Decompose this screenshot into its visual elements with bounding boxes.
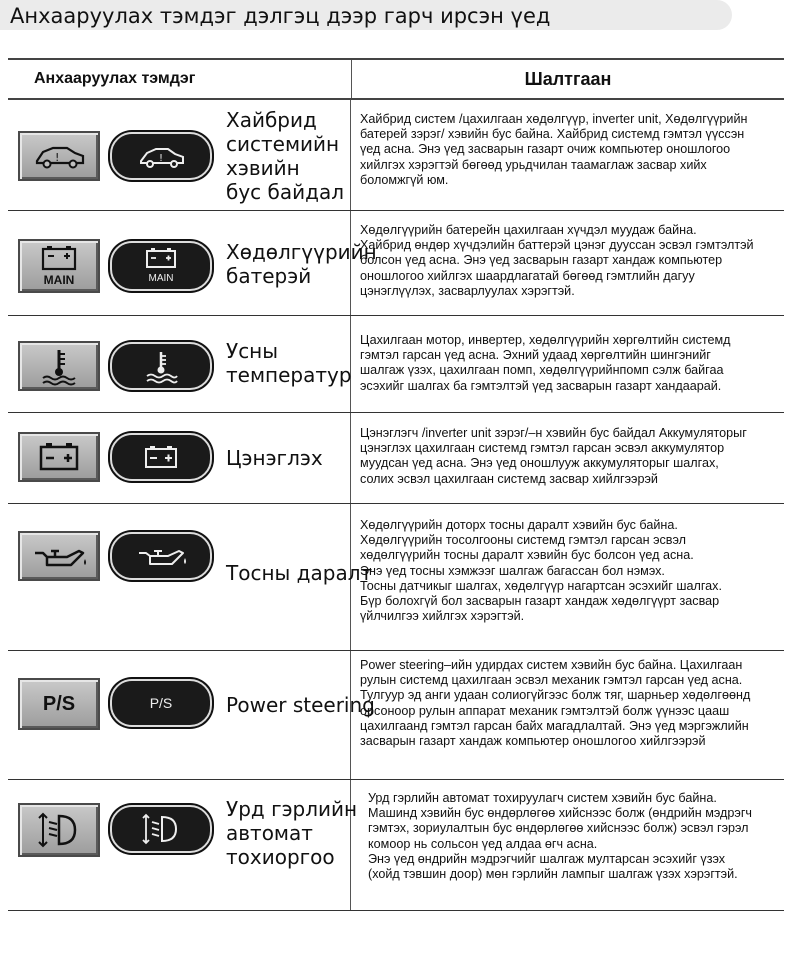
hybrid-system-warning-icon [18, 131, 100, 181]
svg-text:!: ! [159, 153, 164, 164]
warning-name: Хөдөлгүүрийн батерэй [226, 240, 377, 288]
warning-description: Цэнэглэгч /inverter unit зэрэг/–н хэвийн бус байдал Аккумуляторыг цэнэглэх цахилгаан системд гэмтэл гарсан эсвэл аккумулятор муудсан үед асна. Энэ үед оношлууж аккумуляторыг шалгах, солих эсвэл цахилгаан системд засвар хийлгээрэй [360, 426, 747, 486]
warning-name: Усны температур [226, 339, 352, 387]
coolant-temperature-icon [18, 341, 100, 391]
table-row [8, 504, 784, 651]
power-steering-icon: P/S [110, 679, 212, 727]
header-symbol: Анхааруулах тэмдэг [34, 70, 196, 87]
charging-battery-icon [18, 432, 100, 482]
warning-name: Цэнэглэх [226, 446, 323, 470]
warning-description: Хайбрид систем /цахилгаан хөдөлгүүр, inverter unit, Хөдөлгүүрийн батерей зэрэг/ хэвийн бус байна. Хайбрид системд гэмтэл үүссэн үед асна. Энэ үед засварын газарт очиж компьютер оношлогоо хийлгэх хэрэгтэй бөгөөд урьдчилан таамаглаж засвар хийх боломжгүй юм. [360, 112, 748, 187]
headlight-leveling-icon [110, 805, 212, 853]
table-header [8, 58, 784, 100]
svg-text:!: ! [55, 151, 60, 164]
oil-pressure-icon [18, 531, 100, 581]
warning-name: Урд гэрлийн автомат тохиоргоо [226, 797, 358, 869]
header-symbol-cell [8, 60, 350, 98]
warning-description: Power steering–ийн удирдах систем хэвийн бус байна. Цахилгаан рулын системд цахилгаан эсвэл механик гэмтэл гарсан үед асна. Тулгуур эд анги удаан солиогүйгээс болж тяг, шарньер хөдөлгөөнд орсоноор рулын аппарат механик гэмтэлтэй болж үүнээс цааш цахилгаанд гэмтэл гарсан байх магадлалтай. Энэ үед мэргэжлийн засварын газарт хандаж компьютер оношлогоо хийлгээрэй [360, 658, 751, 749]
oil-pressure-icon [110, 532, 212, 580]
main-battery-icon [110, 241, 212, 291]
power-steering-icon: P/S [18, 678, 100, 730]
svg-text:MAIN: MAIN [148, 273, 174, 284]
warning-name: Тосны даралт [226, 561, 373, 585]
charging-battery-icon [110, 433, 212, 481]
warning-table [8, 58, 784, 911]
table-row [8, 651, 784, 780]
warning-description: Хөдөлгүүрийн батерейн цахилгаан хүчдэл муудаж байна. Хайбрид өндөр хүчдэлийн баттерэй цэнэг дууссан эсвэл гэмтэлтэй болсон үед асна. Энэ үед засварын газарт хандаж компьютер оношлогоо хийлгэх шаардлагатай бөгөөд гэмтлийн дагуу цэнэглүүлэх, засварлуулах хэрэгтэй. [360, 223, 754, 298]
hybrid-system-warning-icon [110, 132, 212, 180]
warning-name: Power steering [226, 693, 375, 717]
coolant-temperature-icon [110, 342, 212, 390]
table-row [8, 316, 784, 413]
warning-description: Урд гэрлийн автомат тохируулагч систем хэвийн бус байна. Машинд хэвийн бус өндөрлөгөө хийснээс болж (өндрийн мэдрэгч гэмтэх, зориулалтын бус өндөрлөгөө хийснээс болж) эсвэл гэрэл комоор нь сольсон үед алдаа өгч асна. Энэ үед өндрийн мэдрэгчийг шалгаж мултарсан эсэхийг үзэх (хойд тэвшин доор) мөн гэрлийн лампыг шалгаж үзэх хэрэгтэй. [368, 791, 752, 882]
warning-description: Хөдөлгүүрийн доторх тосны даралт хэвийн бус байна. Хөдөлгүүрийн тосолгооны системд гэмтэл гарсан эсвэл хөдөлгүүрийн тосны даралт хэвийн бус болсон үед асна. Энэ үед тосны хэмжээг шалгаж багассан бол нэмэх. Тосны датчикыг шалгах, хөдөлгүүр нагартсан эсэхийг шалгах. Бүр болохгүй бол засварын газарт хандаж хөдөлгүүрт засвар үйлчилгээ хийлгэх хэрэгтэй. [360, 518, 722, 624]
header-check: Шалтгаан [351, 60, 784, 98]
table-row [8, 413, 784, 504]
table-row [8, 211, 784, 316]
main-battery-icon [18, 239, 100, 293]
headlight-leveling-icon [18, 803, 100, 857]
table-row [8, 780, 784, 911]
svg-text:MAIN: MAIN [43, 273, 75, 287]
warning-name: Хайбрид системийн хэвийн бус байдал [226, 108, 344, 204]
table-row [8, 100, 784, 211]
title-bar [0, 0, 732, 30]
warning-description: Цахилгаан мотор, инвертер, хөдөлгүүрийн хөргөлтийн системд гэмтэл гарсан үед асна. Эхний удаад хөргөлтийн шингэнийг шалгаж үзэх, цахилгаан помп, хөдөлгүүрийнпомп сэлж байгаа эсэхийг шалгах ба гэмтэлтэй үед засварын газарт хандаарай. [360, 333, 731, 393]
page-title: Анхааруулах тэмдэг дэлгэц дээр гарч ирсэн үед [10, 4, 551, 28]
